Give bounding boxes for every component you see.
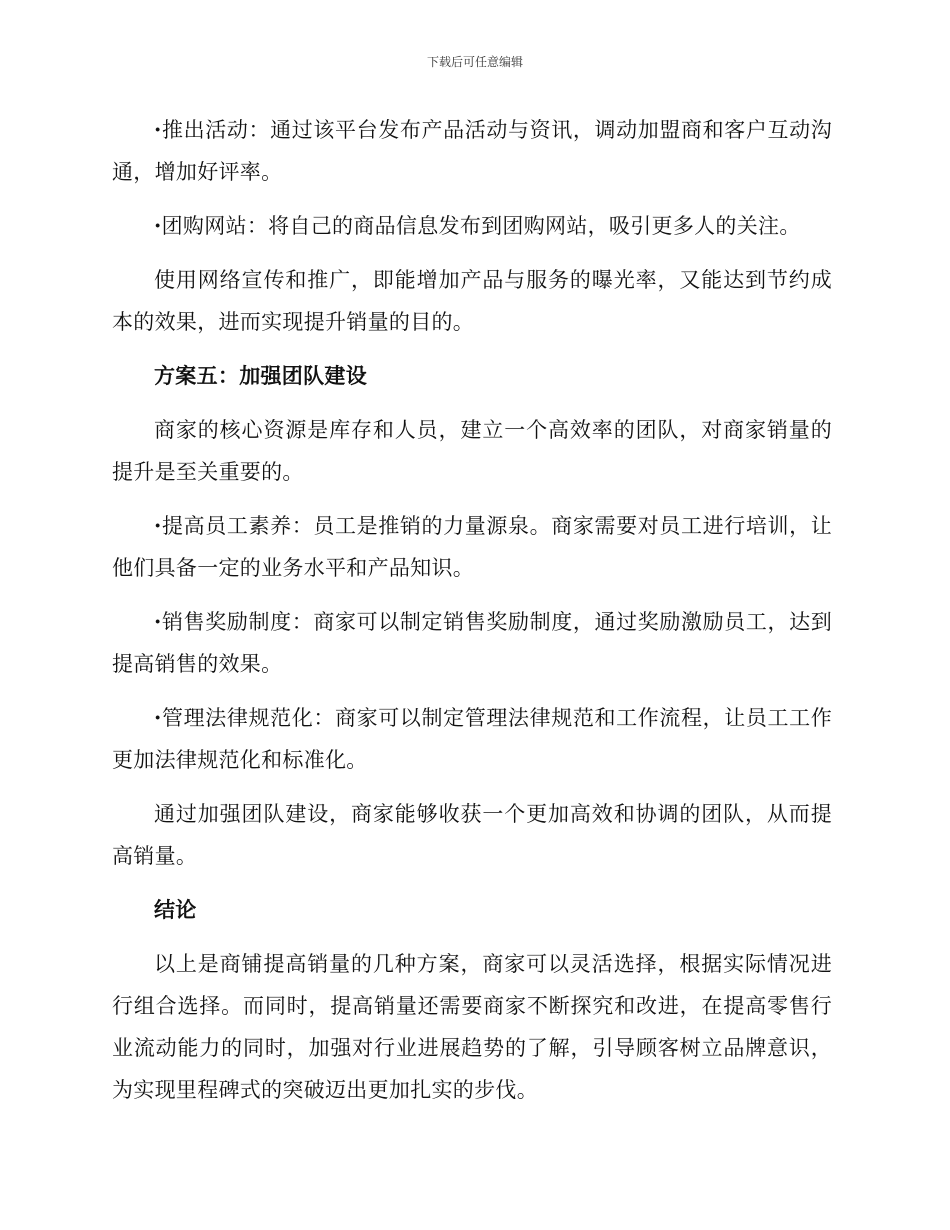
bullet-item	[112, 697, 832, 781]
bullet-label: 销售奖励制度：	[161, 610, 314, 634]
bullet-item	[112, 601, 832, 685]
bullet-item	[112, 505, 832, 589]
document-body	[112, 109, 832, 1123]
paragraph: 通过加强团队建设，商家能够收获一个更加高效和协调的团队，从而提高销量。	[112, 802, 832, 868]
bullet-item	[112, 205, 832, 247]
paragraph: 以上是商铺提高销量的几种方案，商家可以灵活选择，根据实际情况进行组合选择。而同时，提高销量还需要商家不断探究和改进，在提高零售行业流动能力的同时，加强对行业进展趋势的了解，引导顾客树立品牌意识，为实现里程碑式的突破迈出更加扎实的步伐。	[112, 952, 832, 1102]
bullet-item	[112, 109, 832, 193]
bullet-icon: ·	[154, 213, 162, 238]
bullet-icon: ·	[154, 513, 162, 538]
bullet-label: 提高员工素养：	[161, 514, 314, 538]
page-header: 下载后可任意编辑	[426, 55, 523, 69]
paragraph: 商家的核心资源是库存和人员，建立一个高效率的团队，对商家销量的提升是至关重要的。	[112, 418, 832, 484]
bullet-icon: ·	[154, 609, 162, 634]
bullet-text: 通过该平台发布产品活动与资讯，调动加盟商和客户互动沟通，增加好评率。	[112, 118, 832, 184]
section-heading: 结论	[154, 897, 197, 922]
paragraph: 使用网络宣传和推广，即能增加产品与服务的曝光率，又能达到节约成本的效果，进而实现提升销量的目的。	[112, 268, 832, 334]
bullet-text: 员工是推销的力量源泉。商家需要对员工进行培训，让他们具备一定的业务水平和产品知识。	[112, 514, 832, 580]
bullet-label: 团购网站：	[161, 214, 269, 238]
section-heading: 方案五：加强团队建设	[154, 363, 367, 388]
bullet-text: 商家可以制定销售奖励制度，通过奖励激励员工，达到提高销售的效果。	[112, 610, 832, 676]
bullet-text: 将自己的商品信息发布到团购网站，吸引更多人的关注。	[268, 214, 801, 238]
bullet-icon: ·	[154, 705, 162, 730]
bullet-icon: ·	[154, 117, 162, 142]
bullet-label: 推出活动：	[161, 118, 271, 142]
bullet-text: 商家可以制定管理法律规范和工作流程，让员工工作更加法律规范化和标准化。	[112, 706, 832, 772]
bullet-label: 管理法律规范化：	[161, 706, 335, 730]
